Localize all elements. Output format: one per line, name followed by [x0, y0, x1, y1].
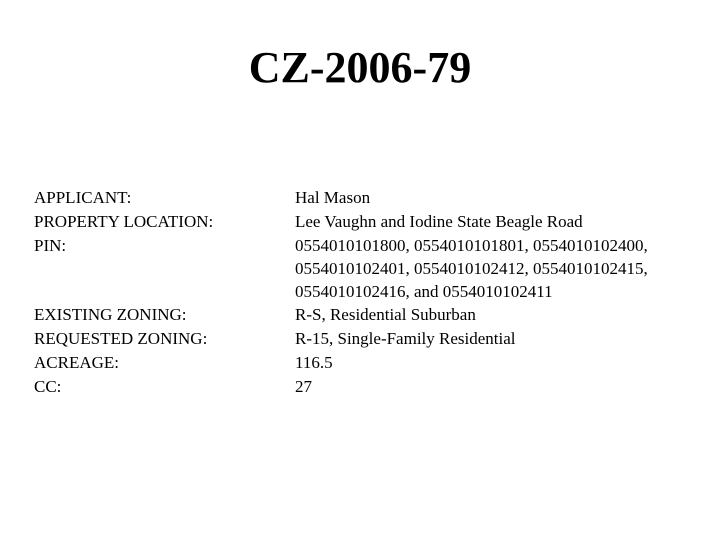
pin-value: [295, 234, 714, 303]
pin-line: 0554010102416, and 0554010102411: [295, 282, 553, 301]
applicant-row: [34, 186, 714, 210]
pin-line: 0554010101800, 0554010101801, 0554010102400,: [295, 236, 648, 255]
applicant-label: APPLICANT:: [34, 188, 132, 207]
acreage-row: [34, 351, 714, 375]
cc-row: [34, 375, 714, 399]
applicant-value: Hal Mason: [295, 188, 371, 207]
property-location-row: [34, 210, 714, 234]
pin-line: 0554010102401, 0554010102412, 0554010102415,: [295, 259, 648, 278]
case-details: [34, 186, 714, 399]
pin-label: PIN:: [34, 236, 67, 255]
existing-zoning-value: R-S, Residential Suburban: [295, 305, 476, 324]
page-title: CZ-2006-79: [248, 43, 472, 92]
existing-zoning-row: [34, 303, 714, 327]
requested-zoning-value: R-15, Single-Family Residential: [295, 329, 516, 348]
acreage-label: ACREAGE:: [34, 353, 119, 372]
property-location-label: PROPERTY LOCATION:: [34, 212, 214, 231]
cc-label: CC:: [34, 377, 62, 396]
existing-zoning-label: EXISTING ZONING:: [34, 305, 187, 324]
requested-zoning-label: REQUESTED ZONING:: [34, 329, 208, 348]
pin-row: [34, 234, 714, 303]
cc-value: 27: [295, 377, 312, 396]
acreage-value: 116.5: [295, 353, 333, 372]
property-location-value: Lee Vaughn and Iodine State Beagle Road: [295, 212, 583, 231]
requested-zoning-row: [34, 327, 714, 351]
